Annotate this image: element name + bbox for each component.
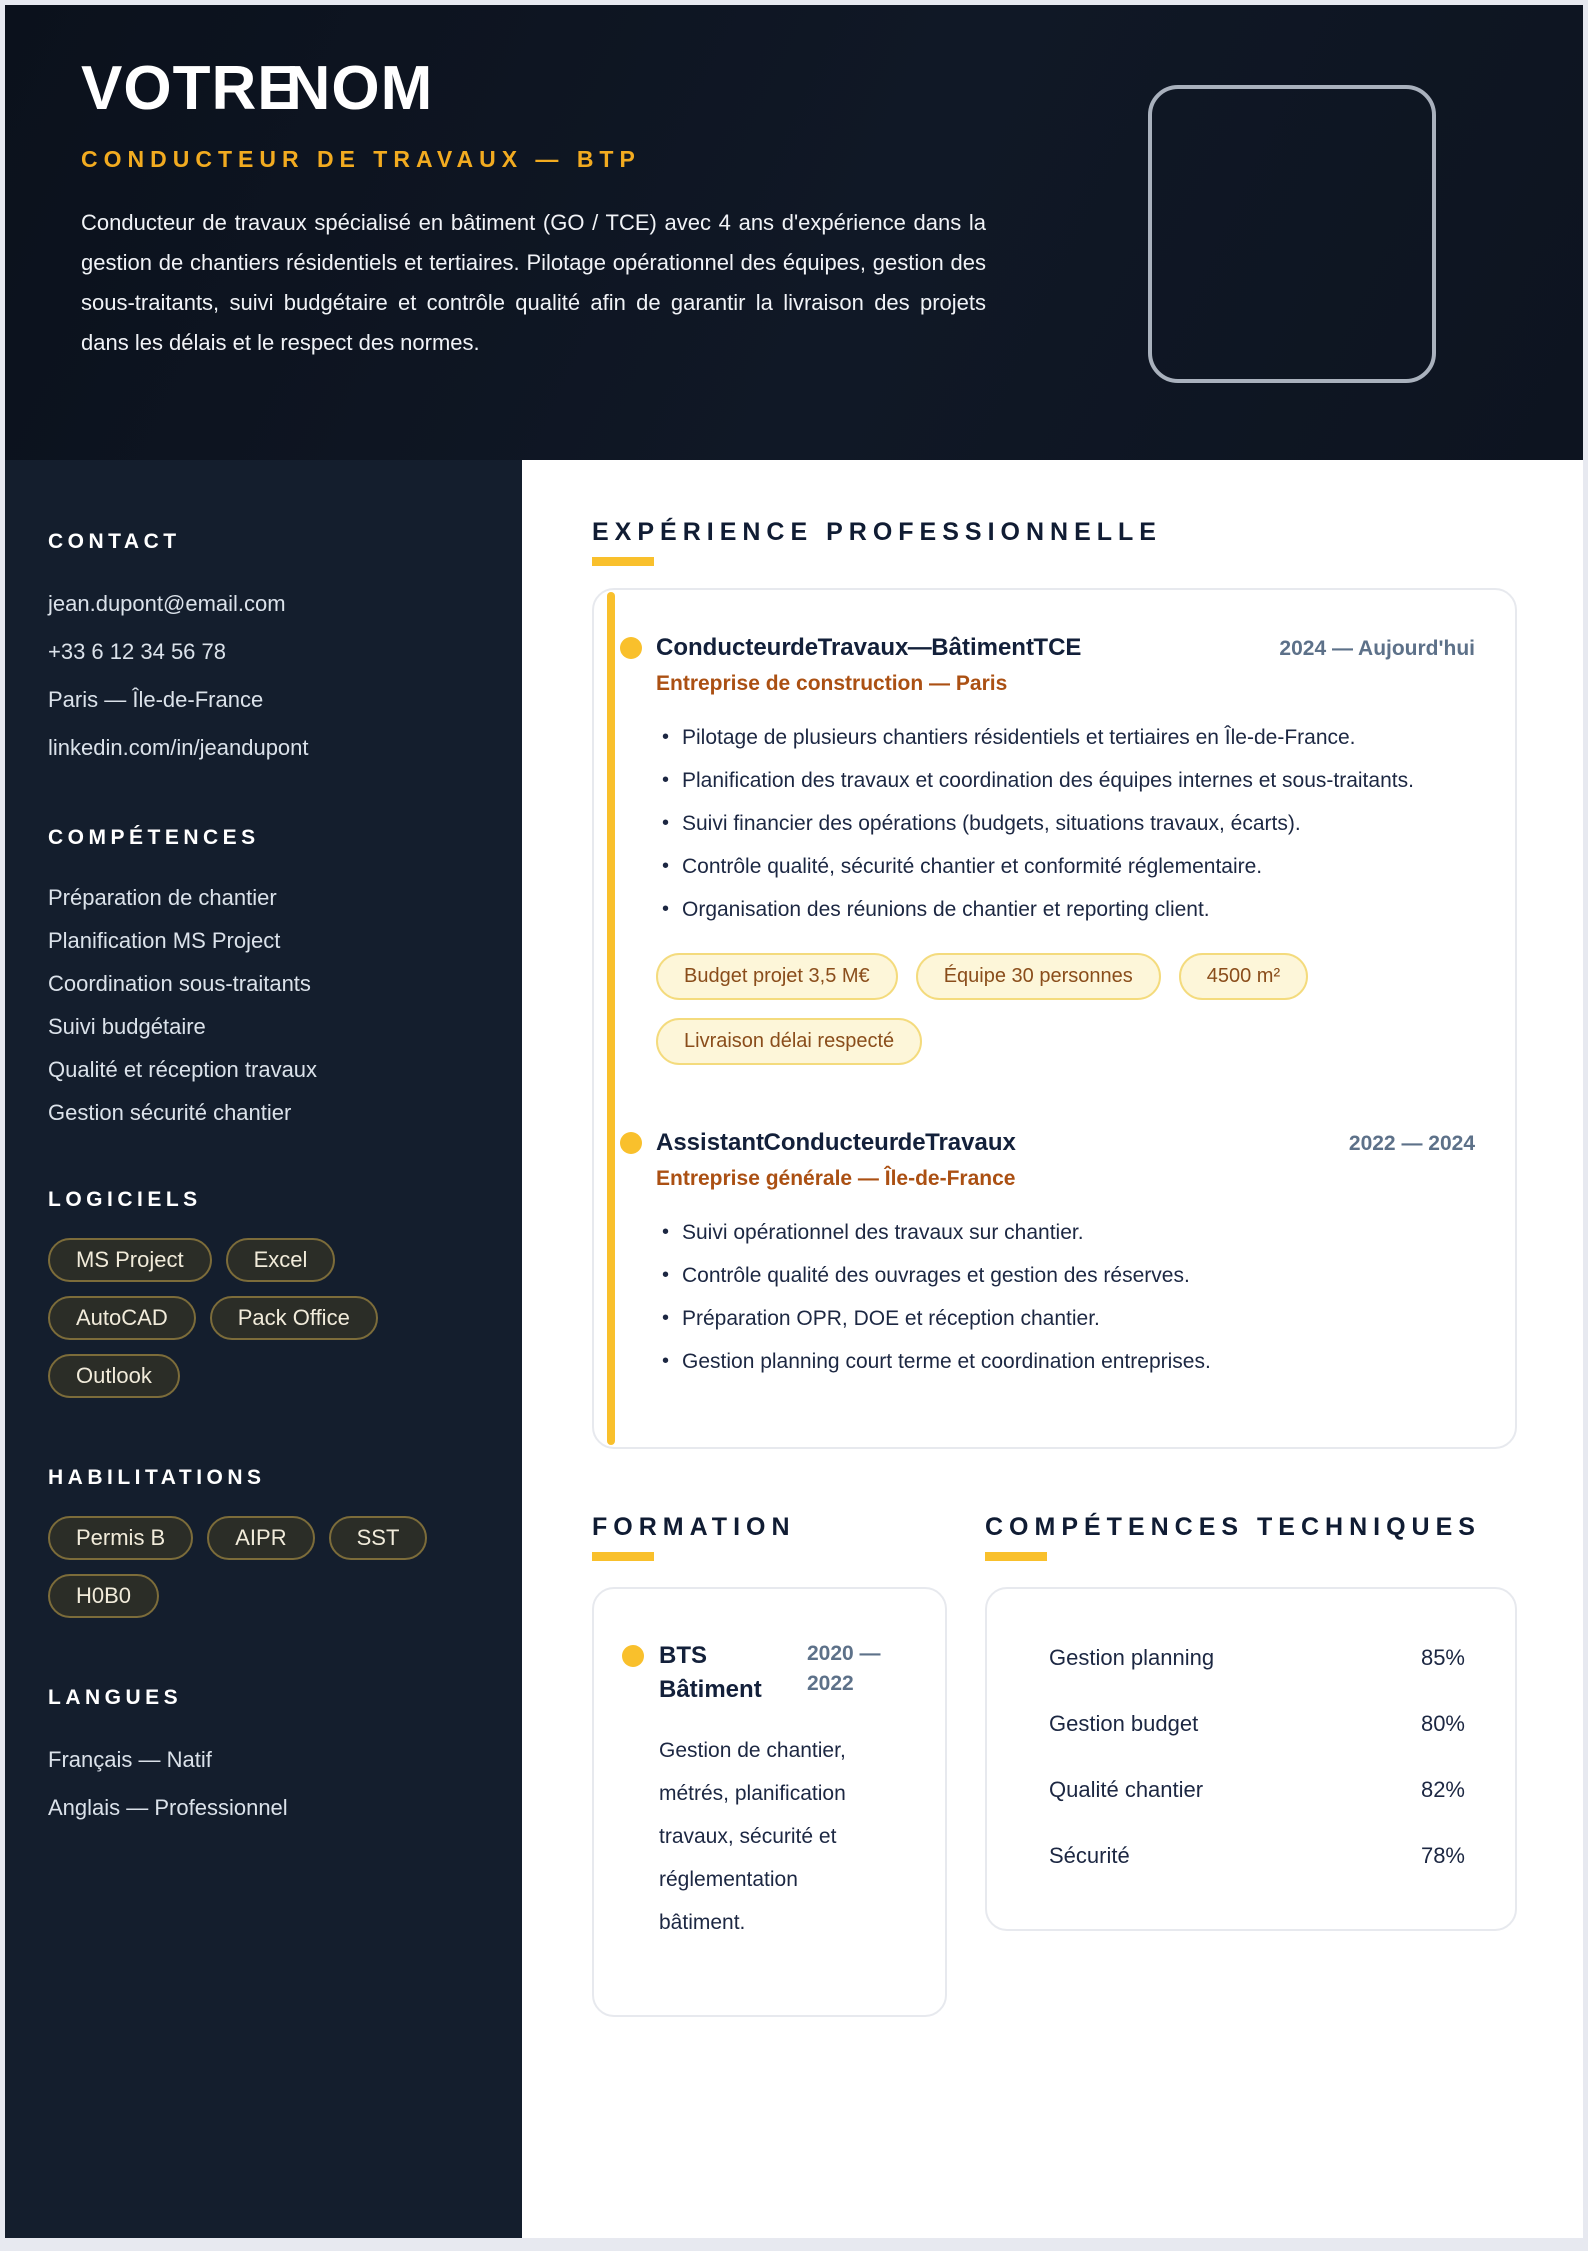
formation-card: [592, 1587, 947, 2017]
job-company: Entreprise générale — Île-de-France: [656, 1167, 1016, 1190]
software-chip: Pack Office: [210, 1296, 378, 1340]
body-row: [5, 460, 1583, 2238]
skill-row: [1049, 1645, 1465, 1671]
logiciels-chips: [48, 1238, 488, 1412]
competence-item: Qualité et réception travaux: [48, 1057, 318, 1082]
software-chip: Outlook: [48, 1354, 180, 1398]
timeline-dot: [620, 637, 642, 659]
job-bullets: [656, 716, 1475, 931]
skill-label: Sécurité: [1049, 1843, 1130, 1868]
logiciels-section: [48, 1188, 488, 1412]
contact-phone: +33 6 12 34 56 78: [48, 639, 226, 664]
job-entry: [656, 1129, 1475, 1383]
experience-heading-underline: [592, 557, 654, 566]
competence-item: Préparation de chantier: [48, 885, 277, 910]
skills-heading-underline: [985, 1552, 1047, 1561]
job-entry: [656, 634, 1475, 1083]
competences-section: [48, 826, 488, 1134]
timeline-dot: [622, 1645, 644, 1667]
sidebar: [5, 460, 522, 2238]
cv-page: [5, 5, 1583, 2238]
skill-value: 80%: [1420, 1711, 1465, 1736]
habilitation-chip: SST: [329, 1516, 428, 1560]
competence-item: Planification MS Project: [48, 928, 281, 953]
degree-title: BTS Bâtiment: [659, 1642, 762, 1703]
contact-section: [48, 530, 488, 772]
job-bullet: • Suivi financier des opérations (budgets, situations travaux, écarts).: [656, 802, 1475, 845]
job-title: Conducteur de Travaux — Bâtiment TCE: [656, 634, 1082, 661]
skills-column: [985, 1513, 1517, 2017]
job-title: Assistant Conducteur de Travaux: [656, 1129, 1016, 1156]
education-head: [659, 1639, 917, 1707]
job-headline: CONDUCTEUR DE TRAVAUX — BTP: [81, 146, 641, 172]
langues-heading: LANGUES: [48, 1686, 183, 1709]
degree-period: 2020 — 2022: [807, 1642, 881, 1695]
competence-item: Gestion sécurité chantier: [48, 1100, 292, 1125]
metric-tag: 4500 m²: [1179, 953, 1308, 1000]
job-head: [656, 634, 1475, 662]
bottom-grid: [592, 1513, 1517, 2017]
skill-value: 78%: [1420, 1843, 1465, 1868]
job-bullet: • Contrôle qualité des ouvrages et gestion des réserves.: [656, 1254, 1475, 1297]
skill-label: Qualité chantier: [1049, 1777, 1204, 1802]
software-chip: MS Project: [48, 1238, 212, 1282]
formation-heading: FORMATION: [592, 1513, 796, 1541]
skill-label: Gestion planning: [1049, 1645, 1215, 1670]
timeline-dot: [620, 1132, 642, 1154]
job-bullet: • Organisation des réunions de chantier et reporting client.: [656, 888, 1475, 931]
software-chip: Excel: [226, 1238, 336, 1282]
software-chip: AutoCAD: [48, 1296, 196, 1340]
job-company: Entreprise de construction — Paris: [656, 672, 1008, 695]
formation-heading-underline: [592, 1552, 654, 1561]
langues-section: [48, 1686, 488, 1832]
metric-tag: Équipe 30 personnes: [916, 953, 1161, 1000]
metric-tag: Budget projet 3,5 M€: [656, 953, 898, 1000]
job-bullet: • Préparation OPR, DOE et réception chantier.: [656, 1297, 1475, 1340]
skill-value: 85%: [1420, 1645, 1465, 1670]
skills-card: [985, 1587, 1517, 1931]
card-accent-stripe: [607, 592, 615, 1445]
skill-label: Gestion budget: [1049, 1711, 1199, 1736]
language-item: Anglais — Professionnel: [48, 1795, 288, 1820]
formation-column: [592, 1513, 947, 2017]
habilitation-chip: Permis B: [48, 1516, 193, 1560]
skill-value: 82%: [1420, 1777, 1465, 1802]
job-period: 2022 — 2024: [1348, 1132, 1475, 1155]
language-item: Français — Natif: [48, 1747, 212, 1772]
person-name: VOTRE NOM: [81, 54, 434, 123]
skill-row: [1049, 1777, 1465, 1803]
contact-location: Paris — Île-de-France: [48, 687, 264, 712]
experience-card: [592, 588, 1517, 1449]
job-head: [656, 1129, 1475, 1157]
competence-item: Coordination sous-traitants: [48, 971, 311, 996]
habilitations-chips: [48, 1516, 488, 1632]
contact-linkedin: linkedin.com/in/jeandupont: [48, 735, 309, 760]
photo-placeholder: [1148, 85, 1436, 383]
metric-tag: Livraison délai respecté: [656, 1018, 922, 1065]
habilitation-chip: AIPR: [207, 1516, 314, 1560]
job-period: 2024 — Aujourd'hui: [1279, 637, 1475, 660]
competence-item: Suivi budgétaire: [48, 1014, 206, 1039]
profile-summary: Conducteur de travaux spécialisé en bâtiment (GO / TCE) avec 4 ans d'expérience dans la gestion de chantiers résidentiels et tertiaires. Pilotage opérationnel des équipes, gestion des sous-traitants, suivi budgétaire et contrôle qualité afin de garantir la livraison des projets dans les délais et le respect des normes.: [81, 210, 986, 355]
skills-heading: COMPÉTENCES TECHNIQUES: [985, 1513, 1481, 1541]
job-bullet: • Pilotage de plusieurs chantiers résidentiels et tertiaires en Île-de-France.: [656, 716, 1475, 759]
habilitation-chip: H0B0: [48, 1574, 159, 1618]
job-tags: [656, 953, 1475, 1083]
skill-row: [1049, 1843, 1465, 1869]
job-bullet: • Gestion planning court terme et coordination entreprises.: [656, 1340, 1475, 1383]
habilitations-heading: HABILITATIONS: [48, 1466, 266, 1489]
job-bullet: • Planification des travaux et coordination des équipes internes et sous-traitants.: [656, 759, 1475, 802]
logiciels-heading: LOGICIELS: [48, 1188, 202, 1211]
contact-heading: CONTACT: [48, 530, 181, 553]
main-content: [522, 460, 1583, 2238]
experience-heading: EXPÉRIENCE PROFESSIONNELLE: [592, 518, 1162, 546]
skill-row: [1049, 1711, 1465, 1737]
habilitations-section: [48, 1466, 488, 1632]
job-bullets: [656, 1211, 1475, 1383]
contact-email: jean.dupont@email.com: [48, 591, 286, 616]
job-bullet: • Suivi opérationnel des travaux sur chantier.: [656, 1211, 1475, 1254]
job-bullet: • Contrôle qualité, sécurité chantier et conformité réglementaire.: [656, 845, 1475, 888]
header: [5, 5, 1583, 460]
degree-description: Gestion de chantier, métrés, planification travaux, sécurité et réglementation bâtiment.: [659, 1739, 846, 1934]
competences-heading: COMPÉTENCES: [48, 826, 260, 849]
